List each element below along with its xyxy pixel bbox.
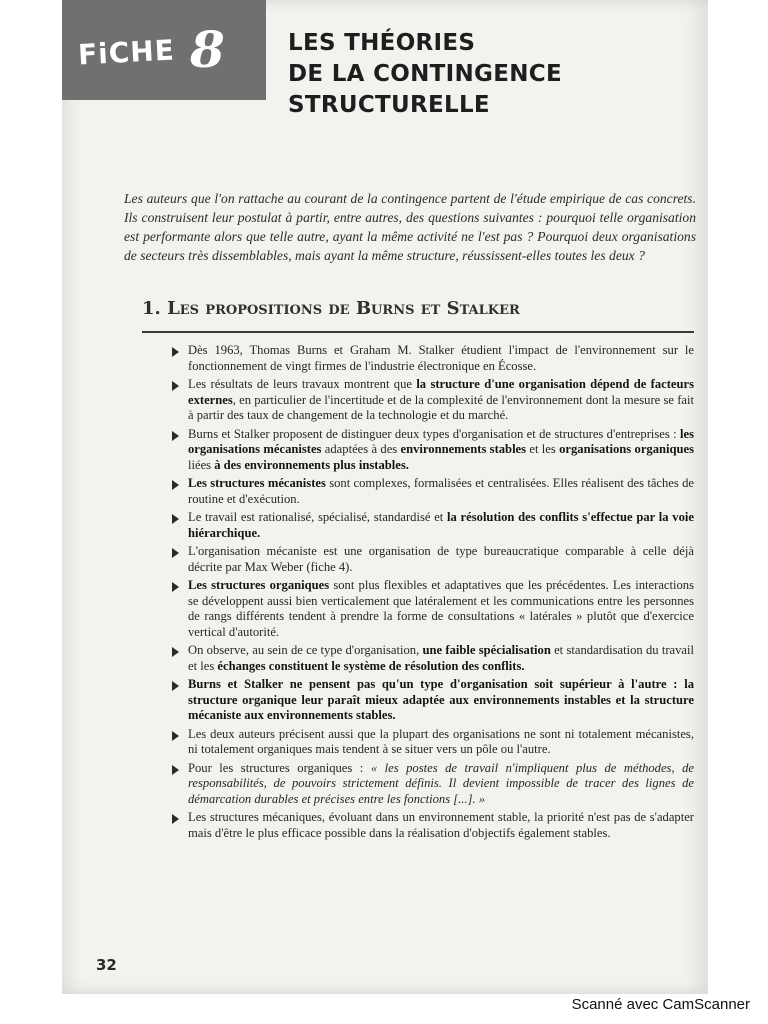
bullet-text: sont plus flexibles et adaptatives que les précédentes. Les interactions se développent aussi bien verticalement que latéralement et les communications entre les personnes de rangs différents tendent à prendre la forme de consultations « latérales » plutôt que d'exercice vertical d'autorité. — [188, 578, 694, 639]
fiche-number: 8 — [190, 20, 225, 79]
title-line: DE LA CONTINGENCE — [288, 61, 562, 87]
bullet-item — [172, 476, 694, 507]
bullet-arrow-icon — [172, 814, 179, 824]
section-divider — [142, 331, 694, 333]
title-line: STRUCTURELLE — [288, 92, 490, 118]
bullet-text: Les deux auteurs précisent aussi que la plupart des organisations ne sont ni totalement mécanistes, ni totalement organiques mais tendent à se situer vers un pôle ou l'autre. — [188, 726, 694, 756]
bullet-item — [172, 810, 694, 841]
fiche-label: FiCHE — [77, 33, 176, 72]
bullet-text: Burns et Stalker proposent de distinguer deux types d'organisation et de structures d'entreprises : — [188, 426, 680, 441]
bullet-text: une faible spécialisation — [422, 643, 551, 657]
bullet-item — [172, 727, 694, 758]
bullet-arrow-icon — [172, 647, 179, 657]
bullet-text: Le travail est rationalisé, spécialisé, standardisé et — [188, 510, 448, 524]
bullet-item — [172, 343, 694, 374]
bullet-arrow-icon — [172, 731, 179, 741]
bullet-item — [172, 578, 694, 640]
bullet-arrow-icon — [172, 548, 179, 558]
bullet-text: et les — [526, 442, 560, 456]
bullet-item — [172, 544, 694, 575]
bullet-arrow-icon — [172, 765, 179, 775]
bullet-text: Les structures mécaniques, évoluant dans un environnement stable, la priorité n'est pas de s'adapter mais d'être le plus efficace possible dans la réalisation d'objectifs également stables. — [188, 810, 694, 840]
bullet-text: adaptées à des — [321, 442, 401, 456]
intro-paragraph: Les auteurs que l'on rattache au courant de la contingence partent de l'étude empirique de cas concrets. Ils construisent leur postulat à partir, entre autres, des questions suivantes : pourquoi telle organisation est performante alors que telle autre, ayant la même activité ne l'est pas ? Pourquoi deux organisations de secteurs très dissemblables, mais ayant la même structure, réussissent-elles toutes les deux ? — [124, 190, 696, 263]
bullet-arrow-icon — [172, 480, 179, 490]
bullet-text: environnements stables — [400, 442, 527, 456]
section-heading — [142, 298, 694, 319]
bullet-text: échanges constituent le système de résolution des conflits. — [217, 658, 525, 673]
bullet-arrow-icon — [172, 431, 179, 441]
bullet-text: liées — [188, 457, 215, 472]
bullet-text: Les structures mécanistes — [188, 476, 326, 490]
camscanner-watermark: Scanné avec CamScanner — [571, 996, 750, 1013]
section-number: 1. — [142, 298, 161, 319]
bullet-text: Pour les structures organiques : — [188, 760, 371, 775]
page-title — [288, 28, 628, 121]
bullet-text: Les structures organiques — [188, 578, 330, 592]
bullet-item — [172, 510, 694, 541]
bullet-list — [172, 343, 694, 844]
bullet-text: Dès 1963, Thomas Burns et Graham M. Stalker étudient l'impact de l'environnement sur le fonctionnement de vingt firmes de l'industrie électronique en Écosse. — [188, 343, 694, 373]
bullet-text: les organisations mécanistes — [188, 426, 694, 456]
bullet-text: et standardisation du travail et les — [188, 643, 694, 673]
bullet-arrow-icon — [172, 681, 179, 691]
bullet-text: à des environnements plus instables. — [214, 457, 409, 472]
fiche-header-box — [62, 0, 266, 100]
scanned-page — [62, 0, 708, 994]
bullet-text: On observe, au sein de ce type d'organisation, — [188, 643, 423, 657]
bullet-item — [172, 427, 694, 474]
bullet-item — [172, 761, 694, 808]
bullet-text: Burns et Stalker ne pensent pas qu'un type d'organisation soit supérieur à l'autre : la structure organique leur paraît mieux adaptée aux environnements instables et la structure mécaniste aux environnements stables. — [188, 677, 694, 722]
bullet-text: , en particulier de l'incertitude et de la complexité de l'environnement dont la mesure se fait à partir des taux de changement de la technologie et du marché. — [188, 392, 694, 422]
page-number: 32 — [96, 956, 117, 974]
bullet-text: « les postes de travail n'impliquent plus de méthodes, de responsabilités, de pouvoirs strictement définis. Il devient impossible de tracer des lignes de démarcation durables et précises entre les fonctions [...]. » — [188, 760, 694, 806]
bullet-item — [172, 377, 694, 424]
bullet-text: Les résultats de leurs travaux montrent que — [188, 377, 417, 391]
bullet-text: la résolution des conflits s'effectue par la voie hiérarchique. — [188, 510, 694, 540]
bullet-arrow-icon — [172, 582, 179, 592]
bullet-text: L'organisation mécaniste est une organisation de type bureaucratique comparable à celle déjà décrite par Max Weber (fiche 4). — [188, 544, 694, 574]
bullet-arrow-icon — [172, 381, 179, 391]
bullet-text: organisations organiques — [559, 442, 695, 456]
bullet-text: sont complexes, formalisées et centralisées. Elles réalisent des tâches de routine et d'exécution. — [188, 476, 694, 506]
bullet-arrow-icon — [172, 514, 179, 524]
bullet-text: la structure d'une organisation dépend de facteurs externes — [188, 377, 694, 407]
bullet-item — [172, 643, 694, 674]
title-line: LES THÉORIES — [288, 30, 476, 56]
section-title: Les propositions de Burns et Stalker — [167, 298, 520, 319]
bullet-item — [172, 677, 694, 724]
bullet-arrow-icon — [172, 347, 179, 357]
